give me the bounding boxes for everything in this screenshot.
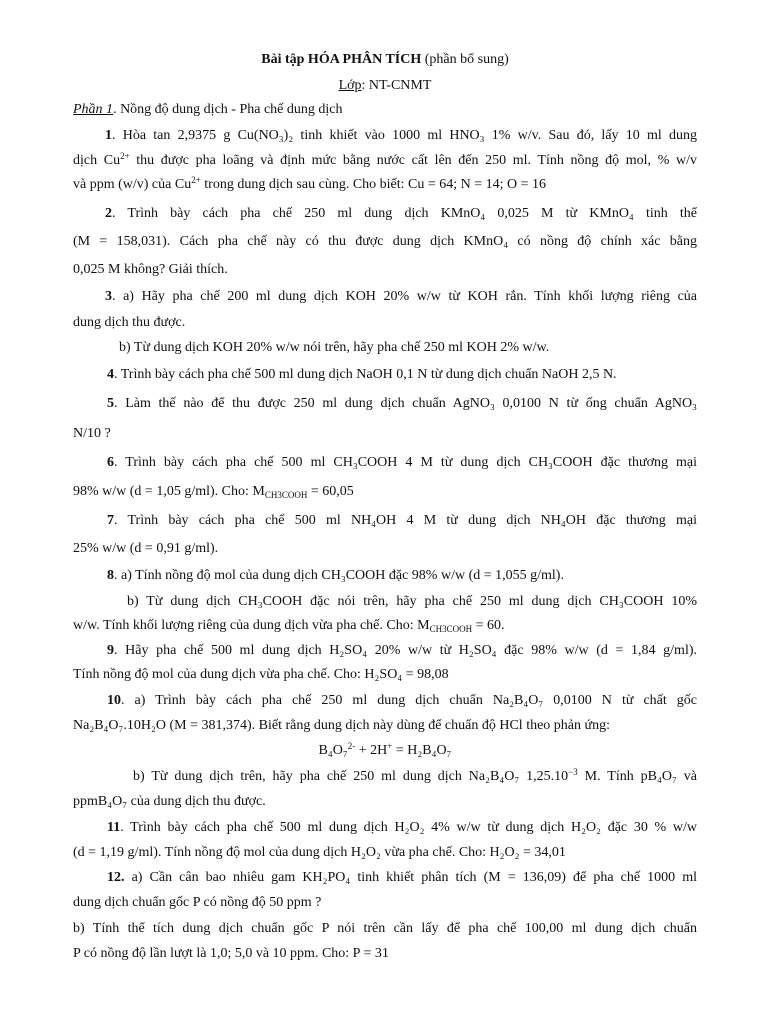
problem-5-line-1: 5. Làm thế nào để thu được 250 ml dung dịch chuẩn AgNO₃ 0,0100 N từ ống chuẩn AgNO₃ bbox=[107, 396, 697, 411]
problem-2-line-3: 0,025 M không? Giải thích. bbox=[73, 262, 228, 277]
problem-8-line-1: 8. a) Tính nồng độ mol của dung dịch CH₃COOH đặc 98% w/w (d = 1,055 g/ml). bbox=[107, 568, 564, 583]
problem-3-line-1: 3. a) Hãy pha chế 200 ml dung dịch KOH 20% w/w từ KOH rắn. Tính khối lượng riêng của bbox=[105, 289, 697, 304]
problem-1-line-3: và ppm (w/v) của $Cu^{2+}$ trong dung dịch sau cùng. Cho biết: Cu = 64; N = 14; O = 16 bbox=[73, 175, 547, 192]
problem-10-line-4: ppmB₄O₇ của dung dịch thu được. bbox=[73, 794, 266, 809]
problem-5-line-2: N/10 ? bbox=[73, 426, 111, 441]
problem-9-line-2: Tính nồng độ mol của dung dịch vừa pha chế. Cho: H₂SO₄ = 98,08 bbox=[73, 667, 449, 682]
problem-8-line-3: w/w. Tính khối lượng riêng của dung dịch vừa pha chế. Cho: $M_{CH3COOH} = 60$. bbox=[73, 618, 505, 634]
problem-1-line-2: dịch $Cu^{2+}$ thu được pha loãng và định mức bằng nước cất lên đến 250 ml. Tính nồng độ mol, % w/v bbox=[73, 151, 697, 168]
problem-9-line-1: 9. Hãy pha chế 500 ml dung dịch H₂SO₄ 20% w/w từ H₂SO₄ đặc 98% w/w (d = 1,84 g/ml). bbox=[107, 643, 697, 658]
problem-2-line-1: 2. Trình bày cách pha chế 250 ml dung dịch KMnO₄ 0,025 M từ KMnO₄ tinh thể bbox=[105, 206, 697, 221]
problem-10-line-2: Na₂B₄O₇.10H₂O (M = 381,374). Biết rằng dung dịch này dùng để chuẩn độ HCl theo phản ứng: bbox=[73, 718, 610, 733]
problem-3-line-2: dung dịch thu được. bbox=[73, 315, 186, 330]
problem-11-line-1: 11. Trình bày cách pha chế 500 ml dung dịch H₂O₂ 4% w/w từ dung dịch H₂O₂ đặc 30 % w/w bbox=[107, 820, 697, 835]
problem-6-line-1: 6. Trình bày cách pha chế 500 ml CH₃COOH 4 M từ dung dịch CH₃COOH đặc thương mại bbox=[107, 455, 697, 470]
problem-12-line-1: 12. a) Cần cân bao nhiêu gam KH₂PO₄ tinh khiết phân tích (M = 136,09) để pha chế 1000 ml bbox=[107, 870, 697, 885]
problem-10-line-3: b) Từ dung dịch trên, hãy pha chế 250 ml dung dịch Na₂B₄O₇ $1,25.10^{-3}$ M. Tính pB₄O₇ và bbox=[133, 767, 697, 784]
problem-1-line-1: 1. Hòa tan 2,9375 g Cu(NO₃)₂ tinh khiết vào 1000 ml HNO₃ 1% w/v. Sau đó, lấy 10 ml dung bbox=[105, 128, 697, 143]
problem-6-line-2: 98% w/w (d = 1,05 g/ml). Cho: $M_{CH3COOH} = 60,05$ bbox=[73, 484, 354, 500]
problem-11-line-2: (d = 1,19 g/ml). Tính nồng độ mol của dung dịch H₂O₂ vừa pha chế. Cho: H₂O₂ = 34,01 bbox=[73, 845, 566, 860]
class-line: Lớp: NT-CNMT bbox=[338, 78, 432, 93]
problem-12-line-4: P có nồng độ lần lượt là 1,0; 5,0 và 10 ppm. Cho: P = 31 bbox=[73, 946, 389, 961]
problem-12-line-2: dung dịch chuẩn gốc P có nồng độ 50 ppm ? bbox=[73, 895, 322, 910]
document-title: Bài tập HÓA PHÂN TÍCH (phần bổ sung) bbox=[261, 52, 509, 67]
problem-3-line-3: b) Từ dung dịch KOH 20% w/w nói trên, hãy pha chế 250 ml KOH 2% w/w. bbox=[119, 340, 550, 355]
problem-4-line-1: 4. Trình bày cách pha chế 500 ml dung dịch NaOH 0,1 N từ dung dịch chuẩn NaOH 2,5 N. bbox=[107, 367, 617, 382]
problem-10-line-1: 10. a) Trình bày cách pha chế 250 ml dung dịch chuẩn Na₂B₄O₇ 0,0100 N từ chất gốc bbox=[107, 693, 697, 708]
problem-8-line-2: b) Từ dung dịch CH₃COOH đặc nói trên, hãy pha chế 250 ml dung dịch CH₃COOH 10% bbox=[127, 594, 697, 609]
reaction-equation: B₄O₇$^{2-}$ + 2H+ = H₂B₄O₇ bbox=[318, 741, 452, 758]
problem-2-line-2: (M = 158,031). Cách pha chế này có thu được dung dịch KMnO₄ có nồng độ chính xác bằng bbox=[73, 234, 697, 249]
problem-7-line-1: 7. Trình bày cách pha chế 500 ml NH₄OH 4 M từ dung dịch NH₄OH đặc thương mại bbox=[107, 513, 697, 528]
problem-12-line-3: b) Tính thể tích dung dịch chuẩn gốc P nói trên cần lấy để pha chế 100,00 ml dung dịch chuẩn bbox=[73, 921, 697, 936]
problem-7-line-2: 25% w/w (d = 0,91 g/ml). bbox=[73, 541, 219, 556]
part-heading: Phần 1. Nồng độ dung dịch - Pha chế dung dịch bbox=[73, 102, 343, 117]
